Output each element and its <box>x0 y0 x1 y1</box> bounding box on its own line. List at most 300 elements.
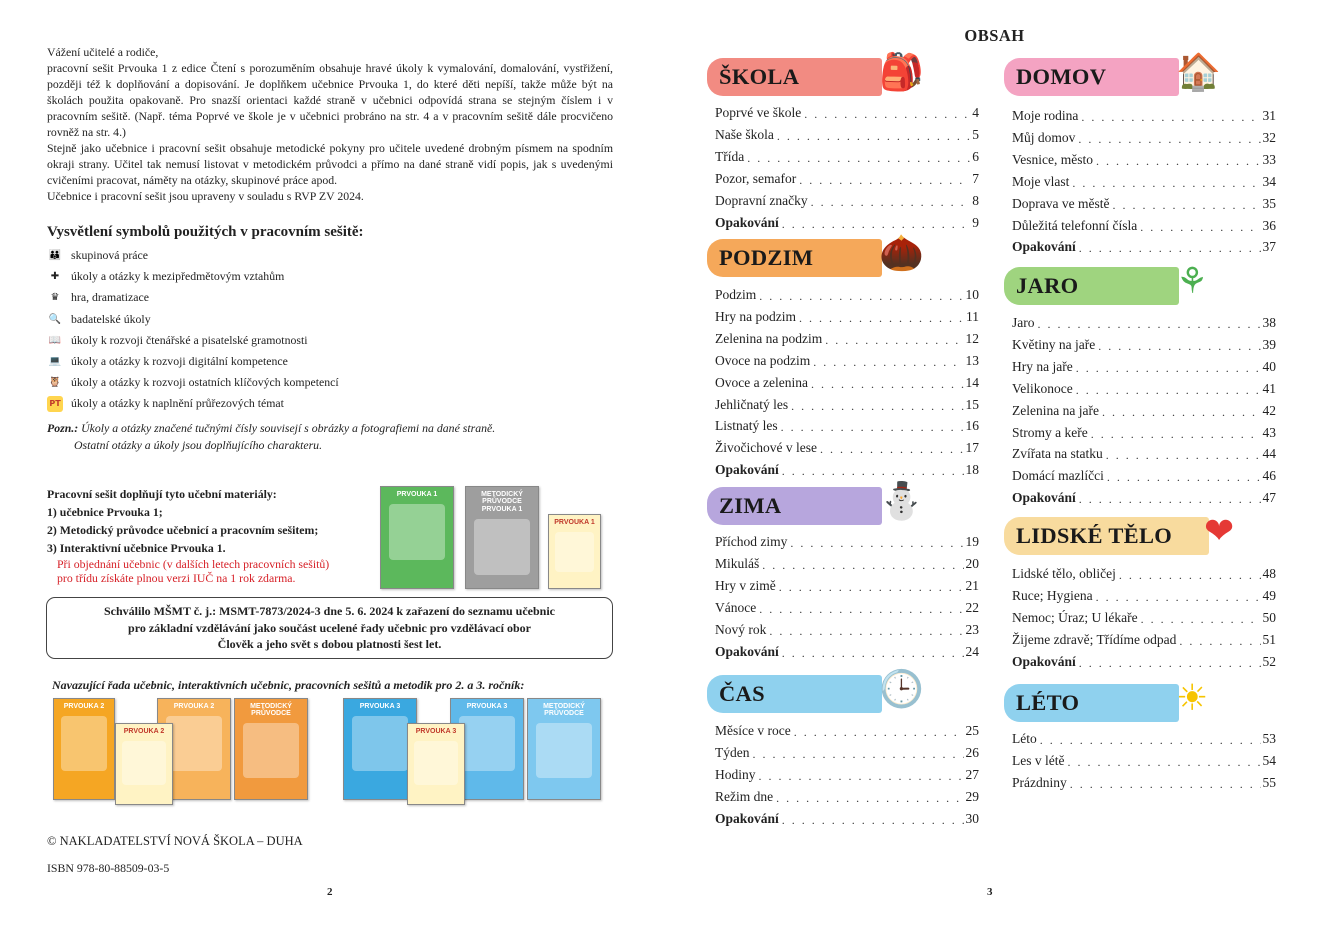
symbol-item <box>47 351 607 372</box>
book-cover <box>527 698 601 800</box>
toc-entry-page: 19 <box>965 534 979 549</box>
toc-leader-dots <box>759 769 964 783</box>
isbn: ISBN 978-80-88509-03-5 <box>47 861 170 875</box>
book-cover-title: PRVOUKA 1 <box>396 491 438 498</box>
page-number-left: 2 <box>327 886 333 898</box>
toc-entry-label: Jehličnatý les <box>715 396 789 412</box>
toc-entry <box>1012 484 1276 506</box>
toc-entry <box>715 761 979 783</box>
toc-leader-dots <box>759 602 963 616</box>
symbol-item <box>47 393 607 414</box>
toc-entry-page: 20 <box>965 555 979 571</box>
toc-leader-dots <box>813 355 963 369</box>
heart-icon: ❤ <box>1204 511 1235 552</box>
toc-entry-label: Dopravní značky <box>715 192 808 208</box>
toc-entry-page: 52 <box>1262 653 1276 669</box>
approval-box <box>46 597 613 659</box>
toc-entry <box>715 165 979 187</box>
toc-entry-page: 33 <box>1262 151 1276 167</box>
puzzle-icon: ✚ <box>50 271 60 283</box>
toc-leader-dots <box>781 420 964 434</box>
toc-entry <box>715 143 979 165</box>
toc-leader-dots <box>1119 568 1261 582</box>
toc-leader-dots <box>811 195 971 209</box>
toc-entry-page: 26 <box>965 744 979 760</box>
right-page <box>663 0 1326 937</box>
symbols-list <box>47 245 607 415</box>
symbol-label: badatelské úkoly <box>71 311 151 326</box>
toc-entry-page: 35 <box>1262 195 1276 211</box>
toc-leader-dots <box>799 173 970 187</box>
book-cover-title: METODICKÝ PRŮVODCE <box>543 703 585 717</box>
book-cover-illustration <box>459 716 515 771</box>
toc-leader-dots <box>1076 383 1261 397</box>
symbol-item <box>47 245 607 266</box>
toc-leader-dots <box>782 646 964 660</box>
toc-leader-dots <box>1102 405 1261 419</box>
toc-entry-page: 37 <box>1262 239 1276 255</box>
book-cover-illustration <box>352 716 408 771</box>
toc-entry-page: 32 <box>1262 129 1276 145</box>
toc-entry <box>715 209 979 231</box>
book-cover-illustration <box>414 741 458 785</box>
toc-entry-page: 25 <box>965 723 979 738</box>
chestnut-icon: 🌰 <box>879 233 924 274</box>
book-cover <box>234 698 308 800</box>
toc-leader-dots <box>1140 220 1260 234</box>
toc-entry <box>715 572 979 594</box>
toc-leader-dots <box>1079 656 1261 670</box>
toc-entry-page: 46 <box>1262 468 1276 484</box>
toc-entry <box>715 412 979 434</box>
symbol-label: skupinová práce <box>71 248 148 263</box>
toc-entry <box>1012 331 1276 353</box>
toc-entry <box>1012 626 1276 648</box>
toc-leader-dots <box>804 107 970 121</box>
toc-entry <box>715 638 979 660</box>
group-work-icon: 👪 <box>48 250 62 262</box>
toc-entry <box>1012 168 1276 190</box>
order-note-1: Při objednání učebnic (v dalších letech pracovních sešitů) <box>57 557 330 571</box>
toc-entry <box>1012 124 1276 146</box>
toc-entry <box>1012 747 1276 769</box>
magnifier-icon: 🔍 <box>48 313 62 325</box>
toc-entry-page: 50 <box>1262 609 1276 625</box>
toc-entry <box>1012 397 1276 419</box>
symbol-label: úkoly a otázky k naplnění průřezových témat <box>71 396 284 411</box>
toc-leader-dots <box>811 377 964 391</box>
toc-entry-page: 39 <box>1262 336 1276 352</box>
pt-icon: PT <box>47 396 63 412</box>
order-note-2: pro třídu získáte plnou verzi IUČ na 1 rok zdarma. <box>57 571 296 585</box>
toc-leader-dots <box>1107 470 1261 484</box>
approval-line: pro základní vzdělávání jako součást ucelené řady učebnic pro vzdělávací obor <box>128 620 531 635</box>
toc-entry-page: 23 <box>965 621 979 637</box>
toc-entry-label: Žijeme zdravě; Třídíme odpad <box>1012 631 1177 647</box>
toc-entry-label: Poprvé ve škole <box>715 105 802 120</box>
symbols-title: Vysvětlení symbolů použitých v pracovním sešitě: <box>47 224 364 240</box>
toc-entry <box>1012 212 1276 234</box>
material-item: 2) Metodický průvodce učebnicí a pracovním sešitem; <box>47 523 319 537</box>
toc-entry <box>715 739 979 761</box>
note <box>47 420 607 454</box>
toc-entry-label: Listnatý les <box>715 418 778 434</box>
toc-entry <box>715 281 979 303</box>
section-heading: LÉTO <box>1004 684 1179 722</box>
toc-leader-dots <box>1040 733 1261 747</box>
toc-entry-label: Ovoce na podzim <box>715 352 811 368</box>
symbol-label: úkoly a otázky k mezipředmětovým vztahům <box>71 269 285 284</box>
toc-leader-dots <box>782 813 964 827</box>
toc-leader-dots <box>791 399 963 413</box>
toc-leader-dots <box>1081 110 1260 124</box>
toc-leader-dots <box>1091 427 1261 441</box>
toc-entry-label: Doprava ve městě <box>1012 195 1110 211</box>
symbol-label: úkoly a otázky k rozvoji ostatních klíčových kompetencí <box>71 375 339 390</box>
toc-entry-label: Ruce; Hygiena <box>1012 587 1093 603</box>
toc-entry <box>715 717 979 739</box>
toc-entry-label: Opakování <box>715 810 779 826</box>
toc-leader-dots <box>1072 176 1260 190</box>
toc-entry <box>1012 440 1276 462</box>
toc-leader-dots <box>782 217 970 231</box>
toc-leader-dots <box>799 311 964 325</box>
toc-entry-page: 6 <box>972 148 979 164</box>
toc-entry <box>715 550 979 572</box>
toc-entry-page: 9 <box>972 214 979 230</box>
book-cover-subtitle: PRVOUKA 1 <box>481 506 523 513</box>
toc-entry-page: 31 <box>1262 108 1276 123</box>
section-heading: LIDSKÉ TĚLO <box>1004 517 1209 555</box>
toc-leader-dots <box>1112 198 1260 212</box>
toc-entry-page: 13 <box>965 352 979 368</box>
symbol-label: úkoly k rozvoji čtenářské a pisatelské gramotnosti <box>71 332 308 347</box>
toc-entry-page: 42 <box>1262 402 1276 418</box>
owl-icon: 🦉 <box>48 377 62 389</box>
intro-paragraph-2: Stejně jako učebnice i pracovní sešit obsahuje metodické pokyny pro učitele uvedené drobným písmem na spodním okraji strany. Učitel tak nemusí listovat v metodickém průvodci a přímo na dané straně vidí popis, jak s uvedenými cvičeními pracovat, náměty na otázky, skupinové práce apod. <box>47 141 613 187</box>
toc-entry-page: 18 <box>965 462 979 478</box>
book-cover-illustration <box>555 532 595 572</box>
note-label: Pozn.: <box>47 421 79 435</box>
toc-entry-page: 34 <box>1262 173 1276 189</box>
toc-entry-page: 54 <box>1262 752 1276 768</box>
toc-entry <box>715 434 979 456</box>
toc-entry-label: Třída <box>715 148 745 164</box>
toc-entry <box>715 594 979 616</box>
book-cover-title: PRVOUKA 3 <box>415 728 457 735</box>
toc-leader-dots <box>759 289 963 303</box>
toc-entry <box>715 187 979 209</box>
toc-entry-label: Zelenina na podzim <box>715 330 823 346</box>
section-heading: ZIMA <box>707 487 882 525</box>
toc-entry <box>1012 725 1276 747</box>
toc-entry-page: 16 <box>965 418 979 434</box>
toc-entry-label: Hodiny <box>715 766 756 782</box>
toc-entry-page: 38 <box>1262 315 1276 330</box>
materials-intro: Pracovní sešit doplňují tyto učební materiály: <box>47 487 277 501</box>
jester-icon: ♛ <box>50 292 60 304</box>
toc-entry <box>715 325 979 347</box>
toc-entry-page: 44 <box>1262 446 1276 462</box>
toc-entry-page: 48 <box>1262 566 1276 581</box>
toc-entry <box>1012 419 1276 441</box>
toc-entry-page: 55 <box>1262 774 1276 790</box>
house-icon: 🏠 <box>1176 52 1221 93</box>
toc-entry-label: Velikonoce <box>1012 380 1073 396</box>
page-number-right: 3 <box>987 886 993 898</box>
section-heading: DOMOV <box>1004 58 1179 96</box>
toc-entry-label: Vesnice, město <box>1012 151 1093 167</box>
toc-leader-dots <box>753 747 964 761</box>
toc-entry-label: Moje rodina <box>1012 108 1079 123</box>
book-cover-illustration <box>61 716 108 771</box>
toc-entry-label: Hry na jaře <box>1012 358 1073 374</box>
toc-entry-label: Domácí mazlíčci <box>1012 468 1104 484</box>
book-cover-title: METODICKÝ PRŮVODCE <box>250 703 292 717</box>
toc-entry <box>715 616 979 638</box>
toc-entry-label: Stromy a keře <box>1012 424 1088 440</box>
book-cover <box>465 486 539 589</box>
toc-entry-label: Týden <box>715 744 750 760</box>
toc-entry-label: Důležitá telefonní čísla <box>1012 217 1138 233</box>
toc-entry-page: 5 <box>972 126 979 142</box>
toc-entry <box>1012 309 1276 331</box>
toc-entry-page: 12 <box>965 330 979 346</box>
book-cover-title: METODICKÝ PRŮVODCE <box>481 491 523 505</box>
toc-entry-label: Léto <box>1012 731 1037 746</box>
toc-entry <box>1012 190 1276 212</box>
toc-entry <box>715 391 979 413</box>
toc-entry-label: Hry v zimě <box>715 577 776 593</box>
copyright: © NAKLADATELSTVÍ NOVÁ ŠKOLA – DUHA <box>47 834 303 848</box>
toc-entry-page: 43 <box>1262 424 1276 440</box>
toc-entry-label: Lidské tělo, obličej <box>1012 566 1116 581</box>
toc-entry-label: Opakování <box>715 214 779 230</box>
toc-entry <box>715 99 979 121</box>
book-cover <box>53 698 115 800</box>
book-cover-illustration <box>536 723 592 778</box>
toc-entry <box>1012 582 1276 604</box>
toc-entry <box>1012 233 1276 255</box>
toc-entry-label: Les v létě <box>1012 752 1065 768</box>
symbol-item <box>47 266 607 287</box>
book-cover-title: PRVOUKA 3 <box>359 703 401 710</box>
toc-entry-page: 30 <box>965 810 979 826</box>
toc-leader-dots <box>747 151 970 165</box>
toc-entry-page: 53 <box>1262 731 1276 746</box>
toc-leader-dots <box>790 536 963 550</box>
book-cover-illustration <box>243 723 299 778</box>
toc-entry <box>1012 604 1276 626</box>
toc-entry-page: 29 <box>965 788 979 804</box>
toc-entry-label: Hry na podzim <box>715 308 796 324</box>
toc-entry-label: Opakování <box>715 643 779 659</box>
toc-entry-page: 40 <box>1262 358 1276 374</box>
toc-leader-dots <box>825 333 963 347</box>
toc-entry-label: Příchod zimy <box>715 534 788 549</box>
toc-leader-dots <box>1079 241 1261 255</box>
toc-entry <box>1012 146 1276 168</box>
toc-entry-label: Moje vlast <box>1012 173 1070 189</box>
toc-entry-page: 11 <box>966 308 979 324</box>
toc-entry-label: Opakování <box>715 462 779 478</box>
book-cover <box>115 723 173 805</box>
toc-leader-dots <box>1179 634 1260 648</box>
toc-entry <box>1012 102 1276 124</box>
symbol-label: hra, dramatizace <box>71 290 149 305</box>
book-cover <box>380 486 454 589</box>
symbol-item <box>47 309 607 330</box>
approval-line: Schválilo MŠMT č. j.: MSMT-7873/2024-3 dne 5. 6. 2024 k zařazení do seznamu učebnic <box>104 604 555 618</box>
toc-entry-label: Jaro <box>1012 315 1035 330</box>
toc-entry-label: Opakování <box>1012 490 1076 506</box>
symbol-item <box>47 372 607 393</box>
note-line-2: Ostatní otázky a úkoly jsou doplňujícího charakteru. <box>74 438 323 452</box>
materials <box>47 485 377 585</box>
toc-leader-dots <box>1078 132 1260 146</box>
toc-entry <box>1012 648 1276 670</box>
book-cover <box>548 514 601 589</box>
toc-entry-label: Nový rok <box>715 621 767 637</box>
toc-entry-page: 14 <box>965 374 979 390</box>
toc-entry-page: 15 <box>965 396 979 412</box>
toc-leader-dots <box>1141 612 1261 626</box>
section-heading: ŠKOLA <box>707 58 882 96</box>
symbol-item <box>47 330 607 351</box>
toc-entry <box>1012 560 1276 582</box>
toc-entry-page: 51 <box>1262 631 1276 647</box>
computer-icon: 💻 <box>48 356 62 368</box>
toc-leader-dots <box>794 725 964 739</box>
snowman-icon: ⛄ <box>879 481 924 522</box>
toc-entry <box>715 456 979 478</box>
series-caption: Navazující řada učebnic, interaktivních učebnic, pracovních sešitů a metodik pro 2. a 3. ročník: <box>52 678 525 692</box>
toc-entry-page: 7 <box>972 170 979 186</box>
book-cover-illustration <box>474 519 530 575</box>
section-heading: PODZIM <box>707 239 882 277</box>
toc-leader-dots <box>776 791 963 805</box>
toc-leader-dots <box>762 558 963 572</box>
book-cover <box>343 698 417 800</box>
intro-paragraph-3: Učebnice i pracovní sešit jsou upraveny v souladu s RVP ZV 2024. <box>47 189 364 203</box>
toc-entry <box>1012 769 1276 791</box>
toc-entry-label: Naše škola <box>715 126 774 142</box>
toc-leader-dots <box>1096 154 1261 168</box>
symbol-label: úkoly a otázky k rozvoji digitální kompetence <box>71 354 288 369</box>
toc-entry-label: Zvířata na statku <box>1012 446 1103 462</box>
toc-leader-dots <box>1079 492 1261 506</box>
toc-leader-dots <box>1098 339 1260 353</box>
book-icon: 📖 <box>48 334 62 346</box>
book-cover-title: PRVOUKA 1 <box>554 519 595 526</box>
book-cover-title: PRVOUKA 3 <box>466 703 508 710</box>
toc-title: OBSAH <box>964 26 1025 45</box>
approval-line: Člověk a jeho svět s dobou platnosti šest let. <box>217 637 442 651</box>
book-cover-illustration <box>389 504 445 560</box>
toc-entry-label: Mikuláš <box>715 555 760 571</box>
toc-leader-dots <box>1096 590 1261 604</box>
toc-leader-dots <box>1038 317 1261 331</box>
book-cover-title: PRVOUKA 2 <box>123 728 165 735</box>
toc-entry-page: 47 <box>1262 490 1276 506</box>
toc-entry-label: Opakování <box>1012 653 1076 669</box>
toc-entry-label: Živočichové v lese <box>715 440 817 456</box>
toc-entry-page: 10 <box>965 287 979 302</box>
toc-entry-label: Můj domov <box>1012 129 1076 145</box>
toc-entry <box>715 783 979 805</box>
toc-entry <box>715 121 979 143</box>
toc-leader-dots <box>820 442 964 456</box>
toc-leader-dots <box>777 129 970 143</box>
toc-entry-label: Měsíce v roce <box>715 723 791 738</box>
toc-entry-label: Režim dne <box>715 788 774 804</box>
toc-leader-dots <box>1070 777 1261 791</box>
toc-entry-page: 24 <box>965 643 979 659</box>
toc-entry <box>715 805 979 827</box>
book-cover-illustration <box>122 741 166 785</box>
toc-entry <box>1012 462 1276 484</box>
clock-icon: 🕒 <box>879 669 924 710</box>
toc-entry <box>715 347 979 369</box>
intro-paragraph-1: pracovní sešit Prvouka 1 z edice Čtení s porozuměním obsahuje hravé úkoly k vymalování, domalování, vystřižení, později též k doplňování a dopisování. Je doplňkem učebnice Prvouka 1, do které děti nepíší, takže může být na školách použita opakovaně. Pro snazší orientaci každé straně v učebnici odpovídá strana se stejným číslem i v pracovním sešitě. (Např. téma Poprvé ve škole je v učebnici probráno na str. 4 a v pracovním sešitě dále procvičeno rovněž na str. 4.) <box>47 61 613 139</box>
book-cover-illustration <box>166 716 222 771</box>
schoolbag-icon: 🎒 <box>879 52 924 93</box>
toc-entry-page: 41 <box>1262 380 1276 396</box>
toc-leader-dots <box>1106 448 1261 462</box>
toc-entry <box>715 528 979 550</box>
toc-entry-label: Opakování <box>1012 239 1076 255</box>
toc-entry-label: Pozor, semafor <box>715 170 797 186</box>
toc-entry-page: 4 <box>972 105 979 120</box>
symbol-item <box>47 287 607 308</box>
book-cover <box>407 723 465 805</box>
section-heading: JARO <box>1004 267 1179 305</box>
toc-entry-page: 22 <box>965 599 979 615</box>
section-heading: ČAS <box>707 675 882 713</box>
toc-entry-page: 21 <box>965 577 979 593</box>
material-item: 3) Interaktivní učebnice Prvouka 1. <box>47 541 226 555</box>
toc-entry-label: Podzim <box>715 287 757 302</box>
toc-entry <box>1012 375 1276 397</box>
note-line-1: Úkoly a otázky značené tučnými čísly souvisejí s obrázky a fotografiemi na dané straně. <box>81 421 496 435</box>
intro-text <box>47 44 613 204</box>
material-item: 1) učebnice Prvouka 1; <box>47 505 163 519</box>
toc-entry-label: Ovoce a zelenina <box>715 374 808 390</box>
book-cover-title: PRVOUKA 2 <box>63 703 105 710</box>
intro-greeting: Vážení učitelé a rodiče, <box>47 45 159 59</box>
toc-leader-dots <box>1076 361 1261 375</box>
snowdrop-icon: ⚘ <box>1176 261 1209 302</box>
toc-entry-label: Prázdniny <box>1012 774 1067 790</box>
toc-entry-page: 8 <box>972 192 979 208</box>
sun-icon: ☀ <box>1176 678 1209 719</box>
toc-entry-page: 36 <box>1262 217 1276 233</box>
toc-leader-dots <box>779 580 964 594</box>
toc-entry <box>715 369 979 391</box>
toc-entry <box>1012 353 1276 375</box>
toc-entry-label: Vánoce <box>715 599 757 615</box>
toc-entry-label: Květiny na jaře <box>1012 336 1096 352</box>
toc-entry-page: 17 <box>965 440 979 456</box>
toc-leader-dots <box>782 464 964 478</box>
toc-leader-dots <box>769 624 963 638</box>
toc-entry-page: 27 <box>965 766 979 782</box>
toc-entry <box>715 303 979 325</box>
toc-entry-page: 49 <box>1262 587 1276 603</box>
book-cover-title: PRVOUKA 2 <box>173 703 215 710</box>
toc-leader-dots <box>1067 755 1260 769</box>
toc-entry-label: Zelenina na jaře <box>1012 402 1099 418</box>
